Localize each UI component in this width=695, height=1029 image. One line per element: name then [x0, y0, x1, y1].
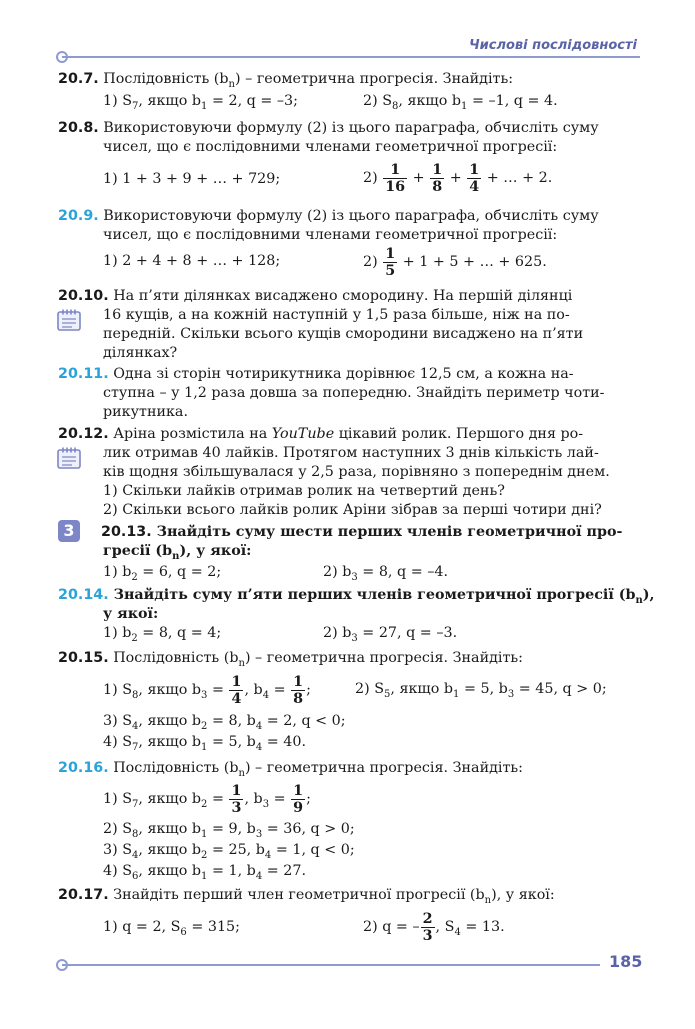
- answer-option: 1) $S_7$, якщо $b_2$ = $\frac{1}{3}$ , $b_3$ = $\frac{1}{9}$ ;: [103, 782, 311, 816]
- problem-20-10: [58, 287, 572, 306]
- answer-option: 1) $S_7$, якщо $b_1 = 2$, q = –3;: [103, 93, 298, 112]
- problem-text: Знайдіть суму шести перших членів геометричної про-: [156, 524, 623, 540]
- answer-option: 2) $S_5$, якщо $b_1 = 5$, $b_3 = 45$, q > 0;: [355, 681, 607, 700]
- fraction: [291, 783, 305, 816]
- problem-20-11: [58, 365, 574, 384]
- problem-number: 20.14.: [58, 587, 109, 603]
- fraction-denominator: 16: [385, 178, 406, 195]
- problem-20-7: [58, 70, 513, 94]
- problem-text: 1) Скільки лайків отримав ролик на четвертий день?: [103, 483, 505, 499]
- fraction: [430, 162, 444, 195]
- problem-text: гресії $(b_n)$, у якої:: [103, 543, 252, 562]
- problem-number: 20.15.: [58, 650, 109, 666]
- answer-option: 1) 1 + 3 + 9 + … + 729;: [103, 171, 281, 187]
- problem-text: Знайдіть суму п’яти перших членів геометричної прогресії $(b_n)$,: [113, 587, 655, 606]
- problem-text: Знайдіть перший член геометричної прогресії $(b_n)$, у якої:: [113, 887, 555, 906]
- answer-option: 4) $S_7$, якщо $b_1 = 5$, $b_4 = 40$.: [103, 734, 306, 753]
- fraction-denominator: 3: [231, 799, 242, 816]
- answer-option: 3) $S_4$, якщо $b_2 = 8$, $b_4 = 2$, q < 0;: [103, 713, 346, 732]
- fraction: [421, 911, 435, 944]
- problem-text: Аріна розмістила на YouTube цікавий ролик. Першого дня ро-: [113, 426, 584, 442]
- problem-text: чисел, що є послідовними членами геометричної прогресії:: [103, 139, 558, 155]
- problem-text: Використовуючи формулу (2) із цього параграфа, обчисліть суму: [103, 208, 599, 224]
- problem-text: передній. Скільки всього кущів смородини висаджено на п’яти: [103, 326, 584, 342]
- fraction: [383, 246, 397, 279]
- answer-option: 2) q = – $\frac{2}{3}$ , $S_4 = 13$.: [363, 910, 505, 944]
- problem-text: На п’яти ділянках висаджено смородину. На першій ділянці: [113, 288, 573, 304]
- answer-option: 1) $b_2 = 6$, q = 2;: [103, 564, 222, 583]
- problem-20-8: [58, 119, 599, 138]
- problem-text: Одна зі сторін чотирикутника дорівнює 12,5 см, а кожна на-: [113, 366, 574, 382]
- problem-number: 20.17.: [58, 887, 109, 903]
- answer-option: 1) $S_8$, якщо $b_3$ = $\frac{1}{4}$ , $b_4$ = $\frac{1}{8}$ ;: [103, 673, 311, 707]
- answer-option: 2) $\frac{1}{5}$ + 1 + 5 + … + 625.: [363, 245, 547, 279]
- problem-number: 20.10.: [58, 288, 109, 304]
- problem-20-13: [101, 523, 622, 542]
- problem-text: у якої:: [103, 606, 159, 622]
- fraction-denominator: 8: [432, 178, 443, 195]
- fraction: [229, 674, 243, 707]
- problem-text: ків щодня збільшувалася у 2,5 раза, порівняно з попереднім днем.: [103, 464, 610, 480]
- page-number: 185: [609, 952, 643, 971]
- notebook-icon: [56, 446, 82, 470]
- problem-text: лик отримав 40 лайків. Протягом наступних 3 днів кількість лай-: [103, 445, 599, 461]
- fraction-numerator: 1: [469, 161, 480, 178]
- fraction-denominator: 5: [385, 262, 396, 279]
- problem-20-12: [58, 425, 583, 444]
- problem-number: 20.7.: [58, 71, 99, 87]
- answer-option: 2) $b_3 = 8$, q = –4.: [323, 564, 449, 583]
- fraction-denominator: 4: [469, 178, 480, 195]
- fraction-numerator: 2: [422, 910, 433, 927]
- problem-text: Послідовність $(b_n)$ – геометрична прогресія. Знайдіть:: [103, 71, 514, 90]
- answer-option: 2) $\frac{1}{16}$ + $\frac{1}{8}$ + $\frac{1}{4}$ + … + 2.: [363, 161, 553, 195]
- problem-number: 20.8.: [58, 120, 99, 136]
- fraction-denominator: 3: [422, 927, 433, 944]
- answer-option: 2) $b_3 = 27$, q = –3.: [323, 625, 458, 644]
- answer-option: 1) q = 2, $S_6 = 315$;: [103, 919, 240, 938]
- answer-option: 2) $S_8$, якщо $b_1 = -1$, q = 4.: [363, 93, 558, 112]
- section-title: Числові послідовності: [469, 38, 637, 53]
- problem-text: рикутника.: [103, 404, 188, 420]
- answer-option: 1) $b_2 = 8$, q = 4;: [103, 625, 222, 644]
- answer-option: 3) $S_4$, якщо $b_2 = 25$, $b_4 = 1$, q < 0;: [103, 842, 355, 861]
- answer-option: 2) $S_8$, якщо $b_1 = 9$, $b_3 = 36$, q > 0;: [103, 821, 355, 840]
- problem-text: 2) Скільки всього лайків ролик Аріни зібрав за перші чотири дні?: [103, 502, 602, 518]
- fraction: [383, 162, 407, 195]
- problem-number: 20.13.: [101, 524, 152, 540]
- problem-text: Послідовність $(b_n)$ – геометрична прогресія. Знайдіть:: [113, 760, 523, 779]
- problem-number: 20.16.: [58, 760, 109, 776]
- problem-text: ділянках?: [103, 345, 178, 361]
- fraction-numerator: 1: [293, 673, 304, 690]
- fraction-numerator: 1: [231, 673, 242, 690]
- fraction: [467, 162, 481, 195]
- fraction-denominator: 8: [293, 690, 304, 707]
- answer-option: 4) $S_6$, якщо $b_1 = 1$, $b_4 = 27$.: [103, 863, 306, 882]
- problem-text: ступна – у 1,2 раза довша за попередню. Знайдіть периметр чоти-: [103, 385, 605, 401]
- problem-text: Використовуючи формулу (2) із цього параграфа, обчисліть суму: [103, 120, 599, 136]
- fraction: [229, 783, 243, 816]
- fraction-numerator: 1: [293, 782, 304, 799]
- answer-option: 1) 2 + 4 + 8 + … + 128;: [103, 253, 281, 269]
- problem-number: 20.12.: [58, 426, 109, 442]
- problem-text: 16 кущів, а на кожній наступній у 1,5 раза більше, ніж на по-: [103, 307, 570, 323]
- problem-number: 20.11.: [58, 366, 109, 382]
- problem-text: чисел, що є послідовними членами геометричної прогресії:: [103, 227, 558, 243]
- fraction-numerator: 1: [383, 162, 407, 179]
- fraction-numerator: 1: [231, 782, 242, 799]
- fraction: [291, 674, 305, 707]
- footer-rule: [62, 964, 600, 966]
- fraction-denominator: 4: [231, 690, 242, 707]
- problem-20-9: [58, 207, 599, 226]
- problem-number: 20.9.: [58, 208, 99, 224]
- fraction-denominator: 9: [293, 799, 304, 816]
- problem-text: Послідовність $(b_n)$ – геометрична прогресія. Знайдіть:: [113, 650, 523, 669]
- difficulty-level-badge: 3: [58, 520, 80, 542]
- fraction-numerator: 1: [385, 245, 396, 262]
- fraction-numerator: 1: [432, 161, 443, 178]
- notebook-icon: [56, 308, 82, 332]
